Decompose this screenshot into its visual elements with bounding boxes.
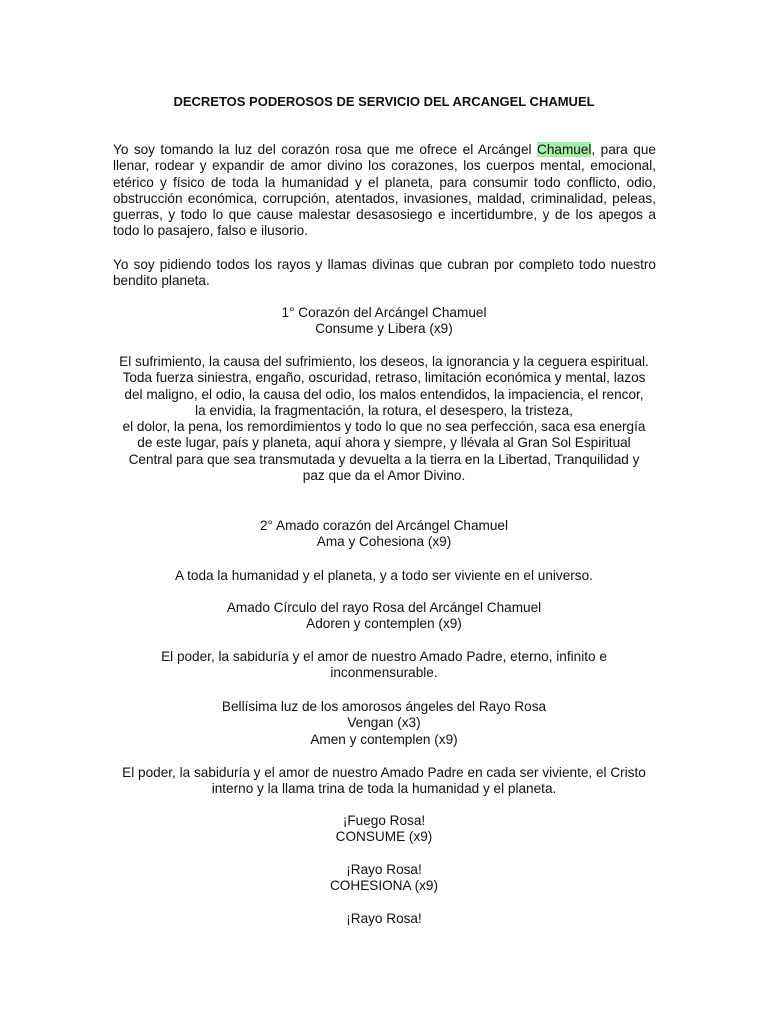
section-2-heading xyxy=(100,518,668,551)
intro-line: Yo soy tomando la luz del corazón rosa que me ofrece el Arcángel Chamuel, para que xyxy=(113,142,656,157)
intro-line: obstrucción económica, corrupción, atentados, invasiones, maldad, criminalidad, peleas, xyxy=(113,190,656,206)
paragraph-line: El poder, la sabiduría y el amor de nuestro Amado Padre en cada ser viviente, el Cristo xyxy=(122,765,646,780)
paragraph-line: Toda fuerza siniestra, engaño, oscuridad, retraso, limitación económica y mental, lazos xyxy=(122,370,646,386)
intro-line: etérico y físico de toda la humanidad y el planeta, para consumir todo conflicto, odio, xyxy=(113,174,656,190)
christ-paragraph xyxy=(100,765,668,798)
rayo-rosa-block-2 xyxy=(100,911,668,927)
paragraph-line: de este lugar, país y planeta, aquí ahora y siempre, y llévala al Gran Sol Espiritual xyxy=(137,435,631,451)
invocation-line: ¡Rayo Rosa! xyxy=(346,862,422,877)
highlighted-word: Chamuel xyxy=(537,142,592,157)
section-heading: Bellísima luz de los amorosos ángeles del Rayo Rosa xyxy=(221,699,547,714)
paragraph-line: bendito planeta. xyxy=(113,273,210,289)
power-paragraph xyxy=(100,649,668,682)
paragraph-line: paz que da el Amor Divino. xyxy=(302,468,466,484)
rayo-rosa-block xyxy=(100,862,668,895)
intro-paragraph xyxy=(113,142,656,240)
section-subheading: Vengan (x3) xyxy=(347,715,421,731)
fuego-rosa-block xyxy=(100,813,668,846)
request-paragraph xyxy=(113,257,656,290)
intro-line: llenar, rodear y expandir de amor divino los corazones, los cuerpos mental, emocional, xyxy=(113,158,656,174)
section-subheading: Ama y Cohesiona (x9) xyxy=(316,534,452,550)
section-heading: Amado Círculo del rayo Rosa del Arcángel Chamuel xyxy=(226,600,542,615)
humanity-paragraph xyxy=(100,568,668,584)
invocation-command: CONSUME (x9) xyxy=(335,829,433,845)
section-heading: 1° Corazón del Arcángel Chamuel xyxy=(281,305,487,320)
section-heading: 2° Amado corazón del Arcángel Chamuel xyxy=(259,518,508,533)
paragraph-line: inconmensurable. xyxy=(330,665,438,681)
paragraph-line: Yo soy pidiendo todos los rayos y llamas divinas que cubran por completo todo nuestro xyxy=(113,257,656,272)
intro-line: guerras, y todo lo que cause malestar desasosiego e incertidumbre, y de los apegos a xyxy=(113,207,656,223)
release-paragraph xyxy=(100,354,668,484)
section-subheading: Adoren y contemplen (x9) xyxy=(306,616,462,632)
section-subheading: Amen y contemplen (x9) xyxy=(310,731,458,747)
document-title: DECRETOS PODEROSOS DE SERVICIO DEL ARCANGEL CHAMUEL xyxy=(173,94,595,109)
paragraph-line: A toda la humanidad y el planeta, y a todo ser viviente en el universo. xyxy=(175,568,593,583)
section-4-heading xyxy=(100,699,668,748)
paragraph-line: la envidia, la fragmentación, la rotura, el desespero, la tristeza, xyxy=(195,402,573,418)
paragraph-line: El poder, la sabiduría y el amor de nuestro Amado Padre, eterno, infinito e xyxy=(161,649,607,664)
paragraph-line: el dolor, la pena, los remordimientos y todo lo que no sea perfección, saca esa energía xyxy=(122,419,646,435)
invocation-line: ¡Fuego Rosa! xyxy=(342,813,426,828)
paragraph-line: El sufrimiento, la causa del sufrimiento, los deseos, la ignorancia y la ceguera espiritual. xyxy=(119,354,649,369)
paragraph-line: interno y la llama trina de toda la humanidad y el planeta. xyxy=(211,781,557,797)
section-3-heading xyxy=(100,600,668,633)
intro-line: todo lo pasajero, falso e ilusorio. xyxy=(113,223,308,239)
paragraph-line: del maligno, el odio, la causa del odio, los malos entendidos, la impaciencia, el rencor, xyxy=(124,386,644,402)
section-1-heading xyxy=(100,305,668,338)
paragraph-line: Central para que sea transmutada y devuelta a la tierra en la Libertad, Tranquilidad y xyxy=(128,451,640,467)
section-subheading: Consume y Libera (x9) xyxy=(315,321,453,337)
invocation-command: COHESIONA (x9) xyxy=(329,878,438,894)
invocation-line: ¡Rayo Rosa! xyxy=(346,911,422,926)
